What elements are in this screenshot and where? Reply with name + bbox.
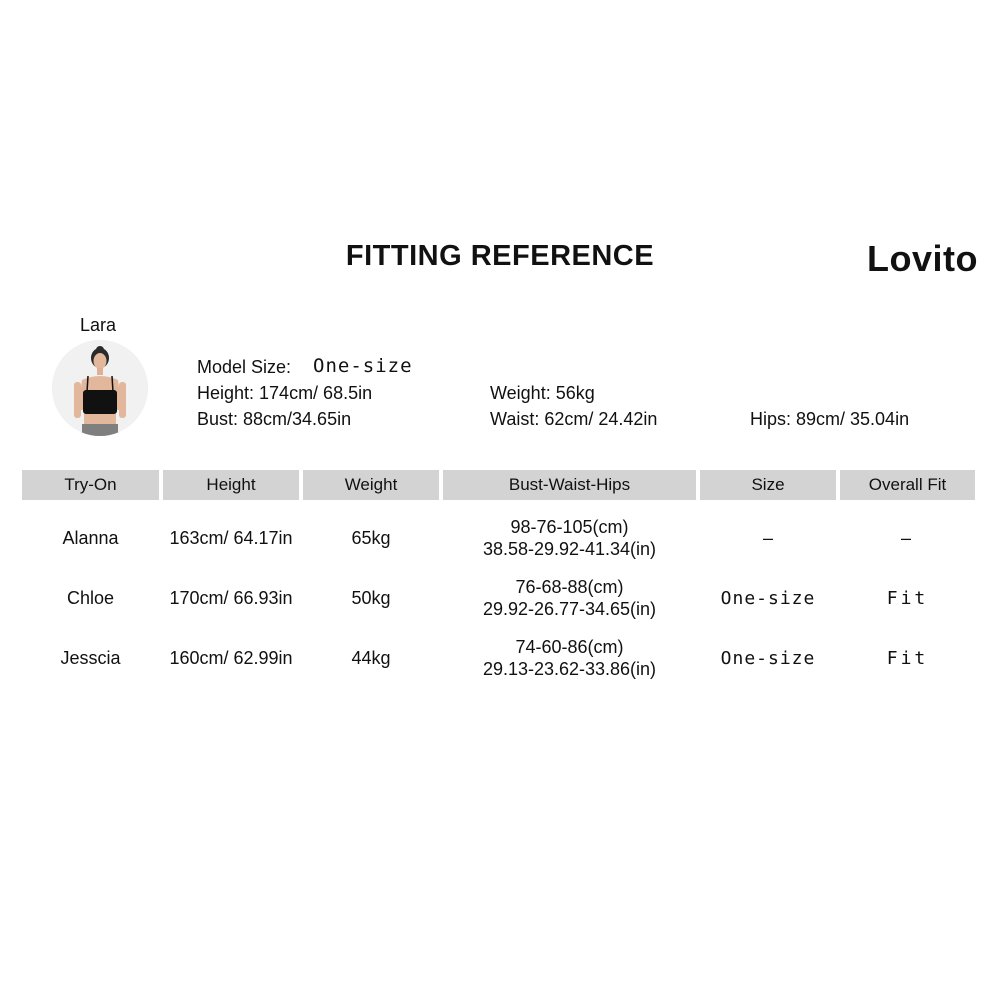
header-tryon: Try-On [22, 470, 159, 500]
tryon-bwh [443, 568, 696, 628]
bwh-cm: 98-76-105(cm) [510, 517, 629, 537]
model-hips: Hips: 89cm/ 35.04in [750, 409, 910, 429]
model-height: Height: 174cm/ 68.5in [197, 383, 373, 403]
model-weight: Weight: 56kg [490, 383, 595, 403]
model-size-label: Model Size: [197, 357, 292, 377]
fitting-table [18, 470, 979, 688]
tryon-height: 170cm/ 66.93in [169, 587, 293, 608]
header-size: Size [700, 470, 836, 500]
model-bust: Bust: 88cm/34.65in [197, 409, 352, 429]
tryon-fit: Fit [886, 647, 929, 669]
table-header-row [22, 470, 975, 500]
tryon-name: Jesscia [60, 647, 121, 668]
tryon-fit: Fit [886, 587, 929, 609]
tryon-size: – [762, 527, 773, 548]
bwh-in: 38.58-29.92-41.34(in) [482, 539, 657, 559]
tryon-bwh [443, 500, 696, 568]
tryon-weight: 44kg [351, 647, 391, 668]
tryon-name: Chloe [66, 587, 115, 608]
bwh-cm: 74-60-86(cm) [515, 637, 624, 657]
bwh-in: 29.13-23.62-33.86(in) [482, 659, 657, 679]
header-bust-waist-hips: Bust-Waist-Hips [443, 470, 696, 500]
header-height: Height [163, 470, 299, 500]
tryon-height: 160cm/ 62.99in [169, 647, 293, 668]
table-row [22, 628, 975, 688]
bwh-in: 29.92-26.77-34.65(in) [482, 599, 657, 619]
brand-logo: Lovito [867, 238, 978, 279]
tryon-size: One-size [720, 587, 816, 609]
model-avatar [52, 340, 148, 436]
model-size-value: One-size [313, 355, 413, 377]
table-row [22, 500, 975, 568]
tryon-bwh [443, 628, 696, 688]
tryon-weight: 65kg [351, 527, 391, 548]
tryon-weight: 50kg [351, 587, 391, 608]
bwh-cm: 76-68-88(cm) [515, 577, 624, 597]
tryon-height: 163cm/ 64.17in [169, 527, 293, 548]
model-waist: Waist: 62cm/ 24.42in [490, 409, 658, 429]
header-weight: Weight [303, 470, 439, 500]
tryon-size: One-size [720, 647, 816, 669]
table-row [22, 568, 975, 628]
model-name: Lara [80, 315, 117, 335]
header-overall-fit: Overall Fit [840, 470, 975, 500]
tryon-name: Alanna [62, 527, 119, 548]
tryon-fit: – [900, 527, 914, 548]
page-title: FITTING REFERENCE [345, 240, 655, 272]
